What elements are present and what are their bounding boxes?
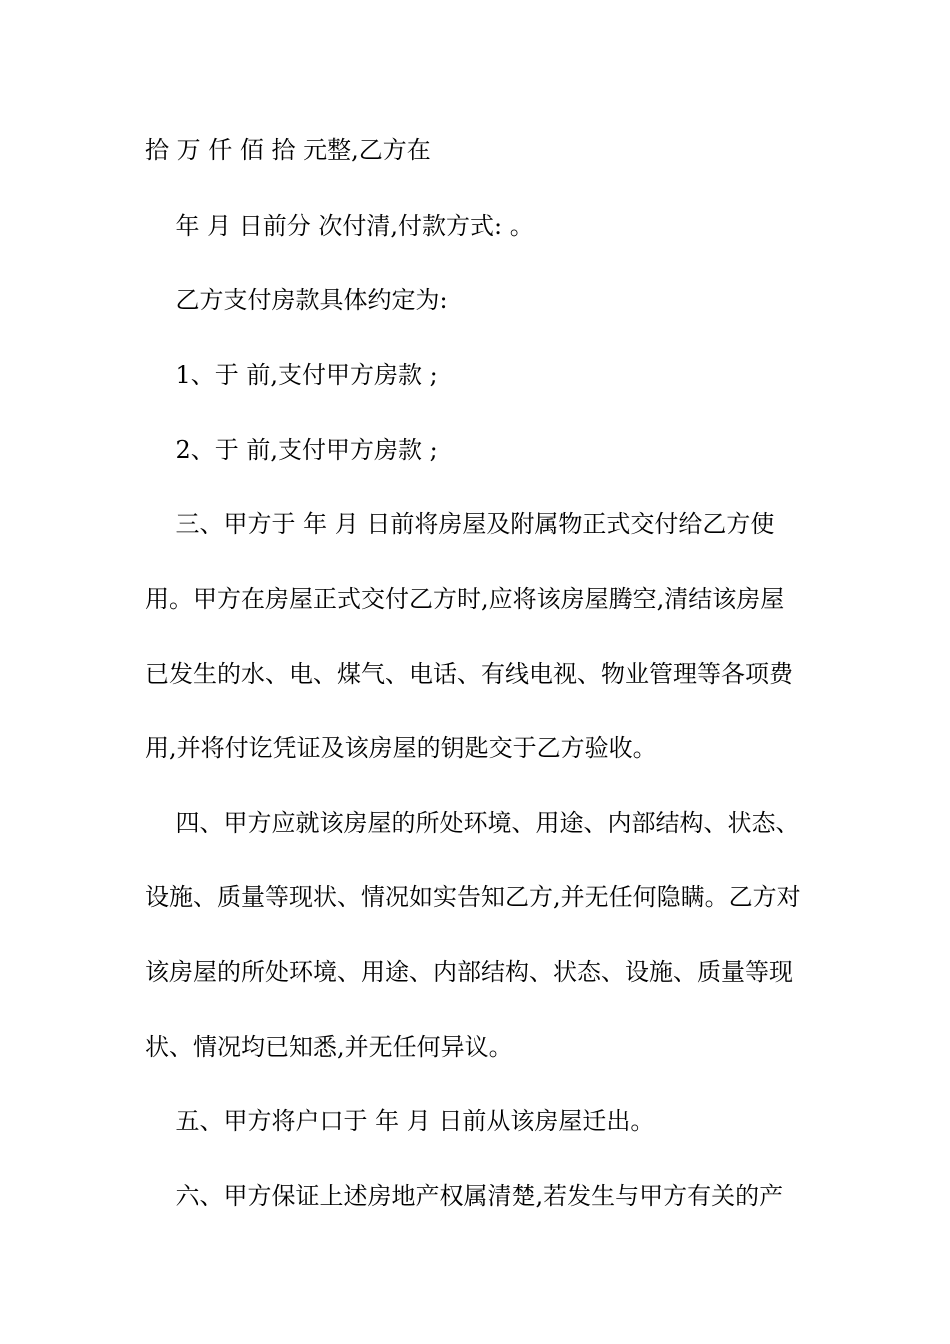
text-line-6: 三、甲方于 年 月 日前将房屋及附属物正式交付给乙方使 [145,510,775,538]
text-line-13: 状、情况均已知悉,并无任何异议。 [145,1033,513,1061]
text-line-14: 五、甲方将户口于 年 月 日前从该房屋迁出。 [145,1107,655,1135]
text-line-15: 六、甲方保证上述房地产权属清楚,若发生与甲方有关的产 [145,1182,784,1210]
text-line-10: 四、甲方应就该房屋的所处环境、用途、内部结构、状态、 [145,809,800,837]
text-line-8: 已发生的水、电、煤气、电话、有线电视、物业管理等各项费 [145,660,793,688]
text-line-3: 乙方支付房款具体约定为: [145,286,448,314]
text-line-4: 1、于 前,支付甲方房款 ; [145,361,438,389]
text-line-11: 设施、质量等现状、情况如实告知乙方,并无任何隐瞒。乙方对 [145,883,801,911]
text-line-1: 拾 万 仟 佰 拾 元整,乙方在 [145,136,431,164]
text-line-5: 2、于 前,支付甲方房款 ; [145,436,438,464]
text-line-9: 用,并将付讫凭证及该房屋的钥匙交于乙方验收。 [145,734,657,762]
text-line-2: 年 月 日前分 次付清,付款方式: 。 [145,212,534,240]
text-line-12: 该房屋的所处环境、用途、内部结构、状态、设施、质量等现 [145,958,793,986]
text-line-7: 用。甲方在房屋正式交付乙方时,应将该房屋腾空,清结该房屋 [145,585,785,613]
